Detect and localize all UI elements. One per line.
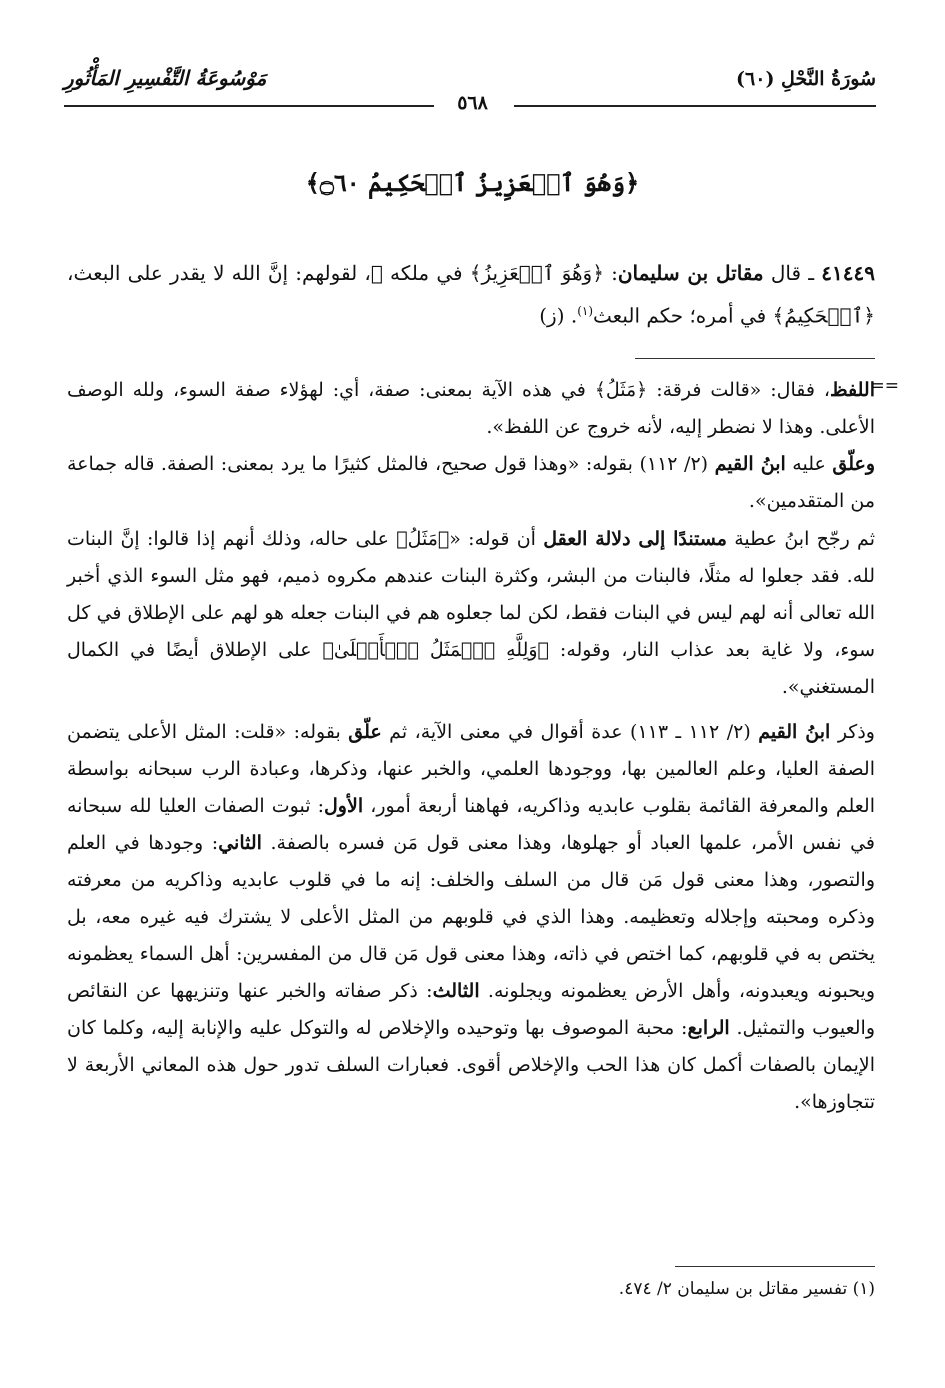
paragraph-text: (٢/ ١١٢ ـ ١١٣) عدة أقوال في معنى الآية، ثم: [381, 721, 759, 743]
bold-term: ابنُ القيم: [758, 721, 831, 743]
commentary-paragraph-2: [67, 446, 875, 520]
bold-term: اللفظ: [829, 379, 875, 401]
footnote-ref: (١): [577, 304, 594, 318]
entry-text: : ﴿وَهُوَ ٱلۡعَزِيزُ﴾ في ملكه ﷻ، لقولهم: إنَّ الله لا يقدر على البعث، ﴿ٱلۡحَكِيمُ﴾ في أمره؛ حكم البعث: [67, 261, 875, 328]
commentary-paragraph-4: [67, 714, 875, 1121]
paragraph-text: : ذكر صفاته والخبر عنها وتنزيهها عن النقائص والعيوب والتمثيل.: [67, 980, 875, 1039]
paragraph-text: ، فقال: «قالت فرقة: ﴿مَثَلُ﴾ في هذه الآية بمعنى: صفة، أي: لهؤلاء صفة السوء، ولله الوصف الأعلى. وهذا لا نضطر إليه، لأنه خروج عن اللفظ».: [67, 379, 875, 438]
paragraph-text: وذكر: [830, 721, 875, 743]
entry-number: ٤١٤٤٩: [821, 261, 875, 285]
commentary-paragraph-1: [67, 372, 875, 446]
bold-term: الثاني: [218, 832, 262, 854]
paragraph-text: عليه: [785, 453, 833, 475]
footnote: (١) تفسير مقاتل بن سليمان ٢/ ٤٧٤.: [618, 1279, 875, 1299]
paragraph-text: (٢/ ١١٢) بقوله: «وهذا قول صحيح، فالمثل كثيرًا ما يرد بمعنى: الصفة. قاله جماعة من المتقدمين».: [67, 453, 875, 512]
bold-term: الثالث: [432, 980, 480, 1002]
narration-entry: [67, 254, 875, 335]
bold-term: علّق: [348, 721, 382, 743]
paragraph-text: ثم رجّح ابنُ عطية: [726, 528, 875, 550]
paragraph-text: أن قوله: «﴿مَثَلُ﴾ على حاله، وذلك أنهم إذا قالوا: إنَّ البنات لله. فقد جعلوا له مثلًا، فالبنات من البشر، وكثرة البنات عندهم مكروه ذميم، فهو مثل السوء الذي أخبر الله تعالى أنه لهم ليس في البنات فقط، لكن لما جعلوه هم في البنات جعله هو لهم على الإطلاق في كل سوء، ولا غاية بعد عذاب النار، وقوله: ﴿وَلِلَّهِ ٱلۡمَثَلُ ٱلۡأَعۡلَىٰ﴾ على الإطلاق أيضًا في الكمال المستغني».: [67, 528, 875, 698]
page-number-wrap: [0, 92, 945, 114]
commentary-separator: [635, 358, 875, 359]
entry-dash: ـ قال: [763, 261, 822, 285]
bold-term: الرابع: [687, 1017, 730, 1039]
paragraph-text: بقوله: «قلت: المثل الأعلى يتضمن الصفة العليا، وعلم العالمين بها، ووجودها العلمي، والخبر عنها، وذكرها، وعبادة الرب سبحانه بواسطة العلم والمعرفة القائمة بقلوب عابديه وذاكريه، فهاهنا أربعة أمور،: [67, 721, 875, 817]
entry-text-end: . (ز): [539, 303, 578, 328]
continuation-mark: ==: [870, 376, 899, 396]
bold-term: الأول: [324, 795, 364, 817]
footnote-separator: [675, 1266, 875, 1267]
book-title: مَوْسُوعَةُ التَّفْسِيرِ المَأْثُورِ: [64, 66, 267, 90]
commentary-paragraph-3: [67, 521, 875, 706]
page-number: ٥٦٨: [457, 92, 488, 114]
entry-narrator: مقاتل بن سليمان: [617, 261, 764, 285]
paragraph-text: : وجودها في العلم والتصور، وهذا معنى قول مَن قال من السلف والخلف: إنه ما في قلوب عابديه وذاكريه من معرفته وذكره ومحبته وإجلاله وتعظيمه. وهذا الذي في قلوبهم من المثل الأعلى لا يشترك فيه غيره معه، بل يختص به في قلوبهم، كما اختص في ذاته، وهذا معنى قول مَن قال من المفسرين: أهل السماء يعظمونه ويحبونه ويعبدونه، وأهل الأرض يعظمونه ويجلونه.: [67, 832, 875, 1002]
paragraph-text: : ثبوت الصفات العليا لله سبحانه في نفس الأمر، علمها العباد أو جهلوها، وهذا معنى قول مَن فسره بالصفة.: [67, 795, 875, 854]
paragraph-text: : محبة الموصوف بها وتوحيده والإخلاص له والتوكل عليه والإنابة إليه، وكلما كان الإيمان بالصفات أكمل كان هذا الحب والإخلاص أقوى. فعبارات السلف تدور حول هذه المعاني الأربعة لا تتجاوزها».: [67, 1017, 875, 1113]
sura-header: سُورَةُ النَّحْلِ (٦٠): [736, 68, 876, 90]
bold-term: ابنُ القيم: [714, 453, 786, 475]
bold-term: مستندًا إلى دلالة العقل: [543, 528, 727, 550]
ayah-heading: ﴿وَهُوَ ٱلۡعَزِيزُ ٱلۡحَكِيمُ ۝٦٠﴾: [305, 168, 640, 197]
bold-term: وعلّق: [832, 453, 876, 475]
